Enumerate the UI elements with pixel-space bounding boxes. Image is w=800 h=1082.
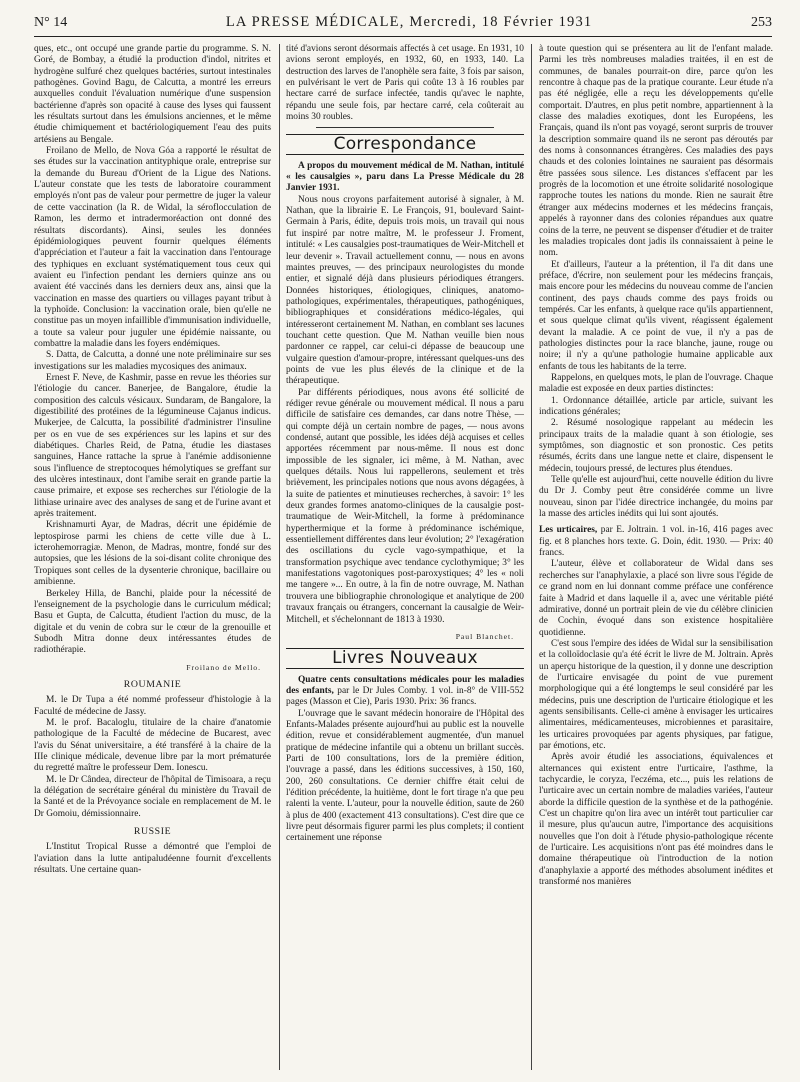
list-item: 1. Ordonnance détaillée, article par article, suivant les indications générales;: [539, 395, 773, 417]
book-publication: 1 vol. in-8° de VIII-552 pages (Masson et Cie), Paris 1930. Prix: 36 francs.: [286, 685, 524, 708]
section-heading-roumanie: ROUMANIE: [123, 678, 182, 690]
paragraph: ques, etc., ont occupé une grande partie du programme. S. N. Goré, de Bombay, a étudié la production d'indol, nitrites et hydrogène sulfuré chez quelques bactéries, surtout intestinales pathogènes. Govind Bagu, de Calcutta, a montré les erreurs auxquelles conduit l'évaluation numérique d'une suspension bactérienne d'après son opacité à cause des lyses qui faussent les résultats surtout dans les émulsions anciennes, et le même étudie chimiquement et bactériologiquement l'eau des puits artésiens au Bengale.: [34, 44, 271, 145]
book-author: par le Dr Jules Comby.: [337, 685, 428, 696]
paragraph: Et d'ailleurs, l'auteur a la prétention, il l'a dit dans une préface, d'écrire, non seulement pour les médecins français, mais encore pour les médecins du nouveau comme de l'ancien continent, des pays chauds comme des pays froids ou tempérés. Car les enfants, à quelque race qu'ils appartiennent, et sous quelque climat qu'ils vivent, réagissent également devant la maladie. A ce point de vue, il n'y a pas de pathologies distinctes pour la race blanche, jaune, rouge ou noire; il n'y a qu'une pathologie humaine applicable aux enfants de tous les habitants de la terre.: [539, 259, 773, 372]
paragraph: tité d'avions seront désormais affectés à cet usage. En 1931, 10 avions seront employés, en 1932, 60, en 1933, 140. La destruction des larves de l'anophèle sera faite, 3 fois par saison, en pulvérisant le vert de Paris qui coûte 13 à 16 roubles par hectare carré de surface infectée, tandis qu'avec le naphte, répandu une seule fois, par hectare carré, cela coûterait au moins 30 roubles.: [286, 44, 524, 123]
list-item: 2. Résumé nosologique rappelant au médecin les principaux traits de la maladie quant à son étiologie, ses symptômes, son diagnostic et son pronostic. Ces petits résumés, écrits dans une langue nette et claire, dispensent le médecin, toujours pressé, de lectures plus étendues.: [539, 418, 773, 474]
column-divider: [279, 44, 280, 1070]
paragraph: Nous nous croyons parfaitement autorisé à signaler, à M. Nathan, que la librairie E. Le François, 91, boulevard Saint-Germain à Paris, édite, depuis trois mois, un travail qui nous fut inspiré par notre maître, M. le professeur J. Froment, intitulé: « Les causalgies post-traumatiques de Weir-Mitchell et leur devenir ». Travail actuellement connu, — nous en avons maintes preuves, — des principaux neurologistes du monde entier, et signalé déjà dans plusieurs périodiques étrangers. Données historiques, étiologiques, cliniques, anatomo-pathologiques, expérimentales, thérapeutiques, pathogéniques, bibliographiques et considérations médico-légales, qui intéresseront certainement M. Nathan, en comblant ses lacunes touchant cette question. Que M. Nathan veuille bien nous pardonner ce rappel, car celui-ci dépasse de beaucoup une vulgaire question d'amour-propre, intéressant quelques-uns des points de vue les plus élevés de la clinique et de la thérapeutique.: [286, 194, 524, 387]
column-divider: [531, 44, 532, 1070]
section-title-correspondance: Correspondance: [286, 134, 524, 154]
paragraph: à toute question qui se présentera au lit de l'enfant malade. Parmi les très nombreuses maladies traitées, il en est de communes, de banales pourrait-on dire, parce qu'on les rencontre à chaque pas de la pratique courante. Leur étude n'a pas été négligée, elle a reçu les développements qu'elle comportait. D'autres, en plus petit nombre, appartiennent à la classe des maladies exotiques, dont les Européens, les Français, quand ils n'ont pas voyagé, seront surpris de trouver la description sommaire quand ils ne seront pas déroutés par des noms à consonnances étrangères. Ces maladies des pays chauds et des colonies lointaines ne sauraient pas désormais être passées sous silence. Les distances s'effacent par les progrès de la locomotion et une étroite solidarité nosologique rapproche toutes les nations du monde. Rien ne saurait être étranger aux médecins modernes et les médecins français, appelés à rayonner dans des colonies répandues aux quatre coins de la terre, ne peuvent se dispenser d'étudier et de traiter les maladies tropicales dont jadis ils connaissaient à peine le nom.: [539, 44, 773, 259]
section-heading-russie: RUSSIE: [133, 826, 172, 838]
column-3: [539, 44, 773, 1078]
paragraph: S. Datta, de Calcutta, a donné une note préliminaire sur ses investigations sur les maladies mycosiques des animaux.: [34, 350, 271, 372]
paragraph: Krishnamurti Ayar, de Madras, décrit une épidémie de leptospirose parmi les chiens de cette ville due à L. icterohemorragiæ. Menon, de Madras, montre, fondé sur des autopsies, que les lésions de la soi-disant colite chronique des Tropiques sont celles de la dysenterie chronique, bacillaire ou amibienne.: [34, 520, 271, 588]
book-title: Les urticaires,: [539, 525, 598, 536]
page-header: [34, 14, 772, 37]
correspondence-lead: A propos du mouvement médical de M. Nathan, intitulé « les causalgies », paru dans La Presse Médicale du 28 Janvier 1931.: [286, 160, 524, 194]
book-reference: [286, 675, 524, 709]
issue-number: N° 14: [34, 15, 68, 30]
paragraph: Telle qu'elle est aujourd'hui, cette nouvelle édition du livre du Dr J. Comby peut être considérée comme un livre nouveau, sinon par l'idée directrice inchangée, du moins par la masse des articles inédits qui lui sont ajoutés.: [539, 475, 773, 520]
paragraph: Berkeley Hilla, de Banchi, plaide pour la nécessité de l'enseignement de la psychologie dans le curriculum médical; Basu et Gupta, de Calcutta, étudient l'action du musc, de la digitale et du venin de cobra sur le cœur de la grenouille et Subodh Mitra donne deux intéressantes études de radiothérapie.: [34, 588, 271, 656]
author-signature: Froilano de Mello.: [186, 662, 261, 672]
book-title: Quatre cents consultations médicales pour les maladies des enfants,: [286, 674, 524, 696]
book-reference: [539, 525, 773, 559]
paragraph: Après avoir étudié les associations, équivalences et alternances qui existent entre l'urticaire, l'asthme, la tachycardie, le coryza, l'eczéma, etc..., puis les relations de l'urticaire avec un certain nombre de maladies variées, l'auteur aborde la difficile question de la synthèse et de la pathogénie. C'est un chapitre qu'on lira avec un intérêt tout particulier car il mesure, plus qu'aucun autre, l'importance des acquisitions nouvelles que l'on doit à l'étude physio-pathologique récente de l'urticaire. Les acquisitions n'ont pas été moindres dans le domaine thérapeutique où l'introduction de la notion d'anaphylaxie a apporté des méthodes absolument inédites et transformé nos manières: [539, 752, 773, 888]
paragraph: M. le Dr Tupa a été nommé professeur d'histologie à la Faculté de médecine de Jassy.: [34, 695, 271, 717]
paragraph: Froilano de Mello, de Nova Góa a rapporté le résultat de ses études sur la vaccination antityphique orale, entreprise sur la demande du Bureau d'Orient de la Ligue des Nations. L'auteur constate que les tests de laboratoire couramment employés n'ont pas de valeur pour permettre de juger la valeur de cette vaccination (la R. de Widal, la séroflocculation de Ramon, les dermo et intradermoréaction ont donné des résultats discordants). Ainsi, seules les données épidémiologiques peuvent fournir quelques éléments d'appréciation et l'auteur a fait la vaccination dans l'entourage des typhiques en excluant systématiquement tous ceux qui avaient eu l'infection pendant les derniers quinze ans ou avaient été vaccinés dans les derniers deux ans, ainsi que la vaccination en masse des quartiers ou villages payant tribut à la typhoïde. Conclusion: la vaccination orale, bien qu'elle ne constitue pas un moyen infaillible d'immunisation individuelle, a toute sa valeur pour juguler une épidémie naissante, ou combattre la maladie dans les foyers endémiques.: [34, 146, 271, 349]
paragraph: L'ouvrage que le savant médecin honoraire de l'Hôpital des Enfants-Malades présente aujourd'hui au public est la nouvelle édition, revue et considérablement augmentée, d'un manuel pratique de médecine infantile qui a obtenu un brillant succès. Parti de 100 consultations, lors de la première édition, l'ouvrage a passé, dans les éditions successives, à 150, 160, 200, 260 consultations. Ce dernier chiffre était celui de l'édition précédente, la huitième, dont le fort tirage n'a que peu ralenti la vente. L'auteur, pour la nouvelle édition, saute de 260 à plus de 400 (exactement 413 consultations). C'est dire que ce livre peut désormais figurer parmi les plus complets; il contient certainement une réponse: [286, 708, 524, 844]
author-signature: Paul Blanchet.: [455, 631, 514, 641]
paragraph: Par différents périodiques, nous avons été sollicité de rédiger revue générale ou mouvement médical. Il nous a paru difficile de satisfaire ces demandes, car dans notre Thèse, — qui compte déjà un certain nombre de pages, — nous avons condensé, autant que possible, les idées déjà acquises et celles apportées récemment par nous-même. Il nous est donc impossible de les signaler, ici même, à M. Nathan, avec quelques détails. Nous lui rappellerons, seulement et très brièvement, les principales notions que nous avons dégagées, à la suite de patientes et minutieuses recherches, à savoir: 1° les deux grandes formes anatomo-cliniques de la causalgie post-traumatique de Weir-Mitchell, la forme à prédominance hyperthermique et la forme à prédominance ischémique, essentiellement différentes dans leur évolution; 2° l'exagération des oscillations du cycle vago-sympathique, et la transformation psychique avec tendance cyclothymique; 3° les manifestations vagotoniques post-paroxystiques; 4° les « noli me tangere »... En outre, à la fin de notre ouvrage, M. Nathan trouvera une bibliographie chronologique et analytique de 200 travaux français ou étrangers, concernant la causalgie de Weir-Mitchell, et s'échelonnant de 1813 à 1930.: [286, 387, 524, 625]
paragraph: L'Institut Tropical Russe a démontré que l'emploi de l'aviation dans la lutte antipaludéenne fournit d'excellents résultats. Une certaine quan-: [34, 842, 271, 876]
paragraph: M. le Dr Cândea, directeur de l'hôpital de Timisoara, a reçu la délégation de secrétaire général du ministère du Travail de la Santé et de la Prévoyance sociale en remplacement de M. le Dr Gomoiu, démissionnaire.: [34, 774, 271, 819]
paragraph: Ernest F. Neve, de Kashmir, passe en revue les théories sur l'étiologie du cancer. Banerjee, de Bangalore, étudie la composition des calculs vésicaux. Sundaram, de Bangalore, la digestibilité des protéines de la légumineuse Cajanus indicus. Mukerjee, de Calcutta, la possibilité d'administrer l'insuline per os en vue de ses expériences sur les lapins et sur des diabétiques. Charles Reid, de Patna, étudie les diastases sanguines, Hance rattache la sprue à l'anémie addisonienne sous l'influence de streptocoques hémolytiques se greffant sur des ulcères intestinaux, dont l'amibe serait en grande partie la cause primaire, et expose ses recherches sur l'étiologie de la lithiase urinaire avec des analyses de sang et de l'urine avant et après traitement.: [34, 372, 271, 520]
journal-title: LA PRESSE MÉDICALE, Mercredi, 18 Février 1931: [225, 14, 593, 30]
section-title-livres-nouveaux: Livres Nouveaux: [286, 648, 524, 668]
paragraph: M. le prof. Bacaloglu, titulaire de la chaire d'anatomie pathologique de la Faculté de médecine de Bucarest, avec l'avis du Sénat universitaire, a été transféré à la chaire de la IIIe clinique médicale, devenue libre par la mort prématurée du regretté maître le professeur Dem. Ionescu.: [34, 717, 271, 774]
paragraph: Rappelons, en quelques mots, le plan de l'ouvrage. Chaque maladie est exposée en deux parties distinctes:: [539, 372, 773, 395]
column-2: [286, 44, 524, 1078]
book-publication: par E. Joltrain. 1 vol. in-16, 416 pages avec fig. et 8 planches hors texte. G. Doin, édit. 1930. — Prix: 40 francs.: [539, 525, 773, 559]
page-number: 253: [751, 15, 772, 30]
paragraph: L'auteur, élève et collaborateur de Widal dans ses recherches sur l'anaphylaxie, a placé son livre sous l'égide de ce grand nom en lui donnant comme préface une conférence faite à Madrid et dans laquelle il a, avec une véritable piété admirative, donné un portrait plein de vie du célèbre clinicien de Cochin, évoqué dans son existence hospitalière quotidienne.: [539, 559, 773, 638]
paragraph: C'est sous l'empire des idées de Widal sur la sensibilisation et la colloïdoclasie qu'a été écrit le livre de M. Joltrain. Après un aperçu historique de la question, il y donne une description de l'urticaire envisagée du point de vue purement morphologique qui a été longtemps le seul considéré par les médecins, puis une description de l'urticaire étiologique et les agents sensibilisants. Celle-ci amène à envisager les urticaires alimentaires, médicamenteuses, microbiennes et parasitaire, les urticaires provoquées par agents physiques, par fatigue, par émotions, etc.: [539, 638, 773, 751]
separator: [316, 127, 494, 128]
column-1: [34, 44, 271, 1078]
